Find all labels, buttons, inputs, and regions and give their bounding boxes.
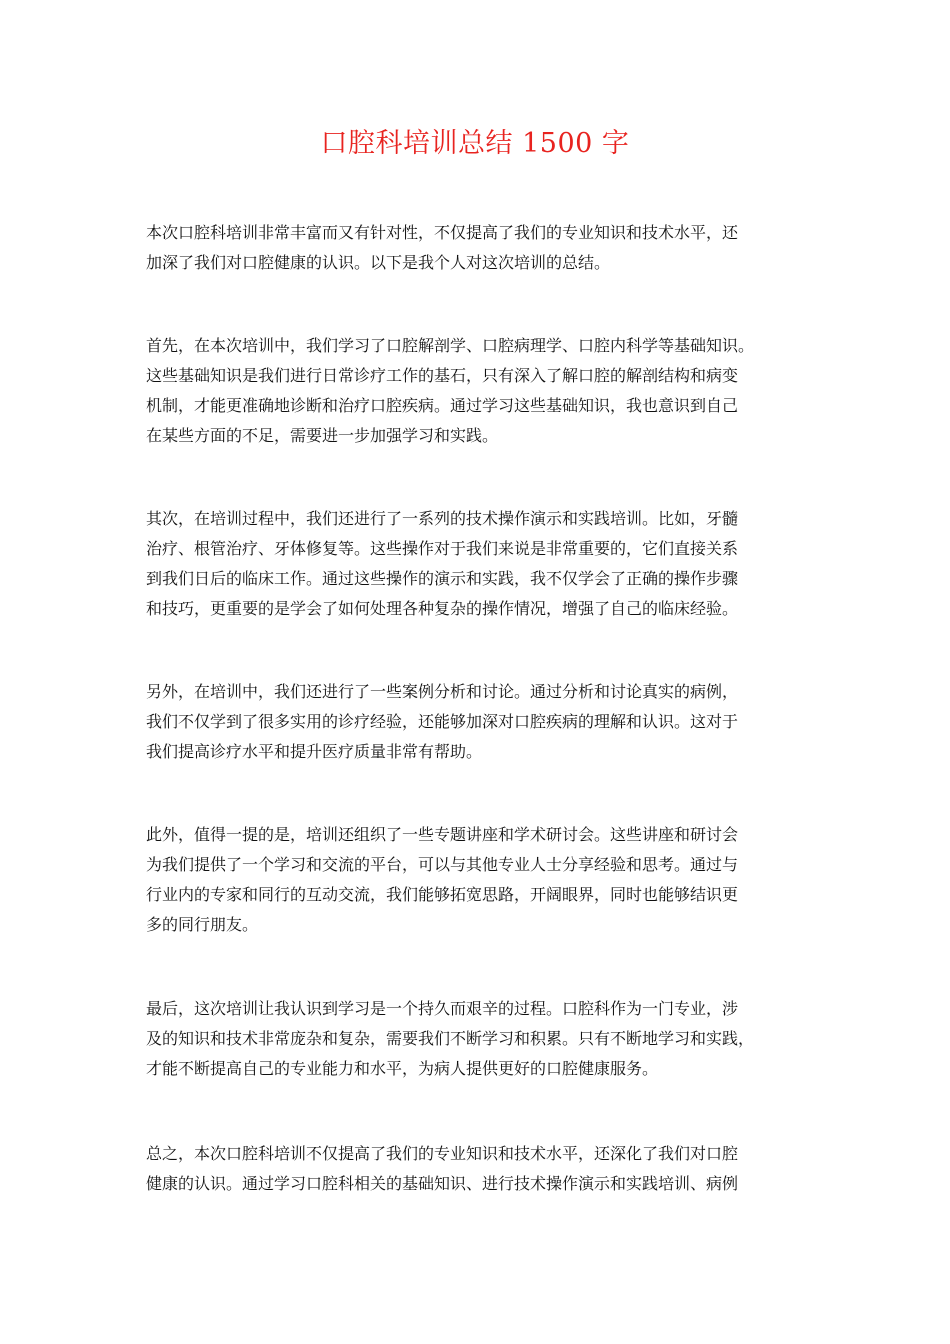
- paragraph-line: 才能不断提高自己的专业能力和水平，为病人提供更好的口腔健康服务。: [146, 1059, 659, 1078]
- paragraph-third: [146, 677, 738, 767]
- paragraph-line: 总之，本次口腔科培训不仅提高了我们的专业知识和技术水平，还深化了我们对口腔: [146, 1144, 739, 1163]
- paragraph-line: 到我们日后的临床工作。通过这些操作的演示和实践，我不仅学会了正确的操作步骤: [146, 569, 739, 588]
- paragraph-line: 我们提高诊疗水平和提升医疗质量非常有帮助。: [146, 742, 483, 761]
- paragraph-line: 这些基础知识是我们进行日常诊疗工作的基石，只有深入了解口腔的解剖结构和病变: [146, 366, 739, 385]
- paragraph-second: [146, 504, 738, 624]
- paragraph-line: 此外，值得一提的是，培训还组织了一些专题讲座和学术研讨会。这些讲座和研讨会: [146, 825, 739, 844]
- paragraph-line: 及的知识和技术非常庞杂和复杂，需要我们不断学习和积累。只有不断地学习和实践，: [146, 1029, 755, 1048]
- paragraph-line: 和技巧，更重要的是学会了如何处理各种复杂的操作情况，增强了自己的临床经验。: [146, 599, 739, 618]
- paragraph-line: 治疗、根管治疗、牙体修复等。这些操作对于我们来说是非常重要的，它们直接关系: [146, 539, 739, 558]
- paragraph-line: 我们不仅学到了很多实用的诊疗经验，还能够加深对口腔疾病的理解和认识。这对于: [146, 712, 739, 731]
- paragraph-line: 本次口腔科培训非常丰富而又有针对性，不仅提高了我们的专业知识和技术水平，还: [146, 223, 739, 242]
- paragraph-line: 其次，在培训过程中，我们还进行了一系列的技术操作演示和实践培训。比如，牙髓: [146, 509, 739, 528]
- paragraph-fourth: [146, 820, 738, 940]
- paragraph-intro: [146, 218, 738, 278]
- paragraph-line: 另外，在培训中，我们还进行了一些案例分析和讨论。通过分析和讨论真实的病例，: [146, 682, 739, 701]
- paragraph-line: 最后，这次培训让我认识到学习是一个持久而艰辛的过程。口腔科作为一门专业，涉: [146, 999, 739, 1018]
- paragraph-line: 健康的认识。通过学习口腔科相关的基础知识、进行技术操作演示和实践培训、病例: [146, 1174, 739, 1193]
- paragraph-fifth: [146, 994, 754, 1084]
- paragraph-first: [146, 331, 754, 451]
- document-title: 口腔科培训总结 1500 字: [320, 128, 630, 159]
- paragraph-line: 加深了我们对口腔健康的认识。以下是我个人对这次培训的总结。: [146, 253, 611, 272]
- paragraph-line: 行业内的专家和同行的互动交流，我们能够拓宽思路，开阔眼界，同时也能够结识更: [146, 885, 739, 904]
- paragraph-line: 首先，在本次培训中，我们学习了口腔解剖学、口腔病理学、口腔内科学等基础知识。: [146, 336, 755, 355]
- paragraph-line: 为我们提供了一个学习和交流的平台，可以与其他专业人士分享经验和思考。通过与: [146, 855, 739, 874]
- paragraph-conclusion: [146, 1139, 738, 1199]
- paragraph-line: 机制，才能更准确地诊断和治疗口腔疾病。通过学习这些基础知识，我也意识到自己: [146, 396, 739, 415]
- paragraph-line: 在某些方面的不足，需要进一步加强学习和实践。: [146, 426, 499, 445]
- paragraph-line: 多的同行朋友。: [146, 915, 259, 934]
